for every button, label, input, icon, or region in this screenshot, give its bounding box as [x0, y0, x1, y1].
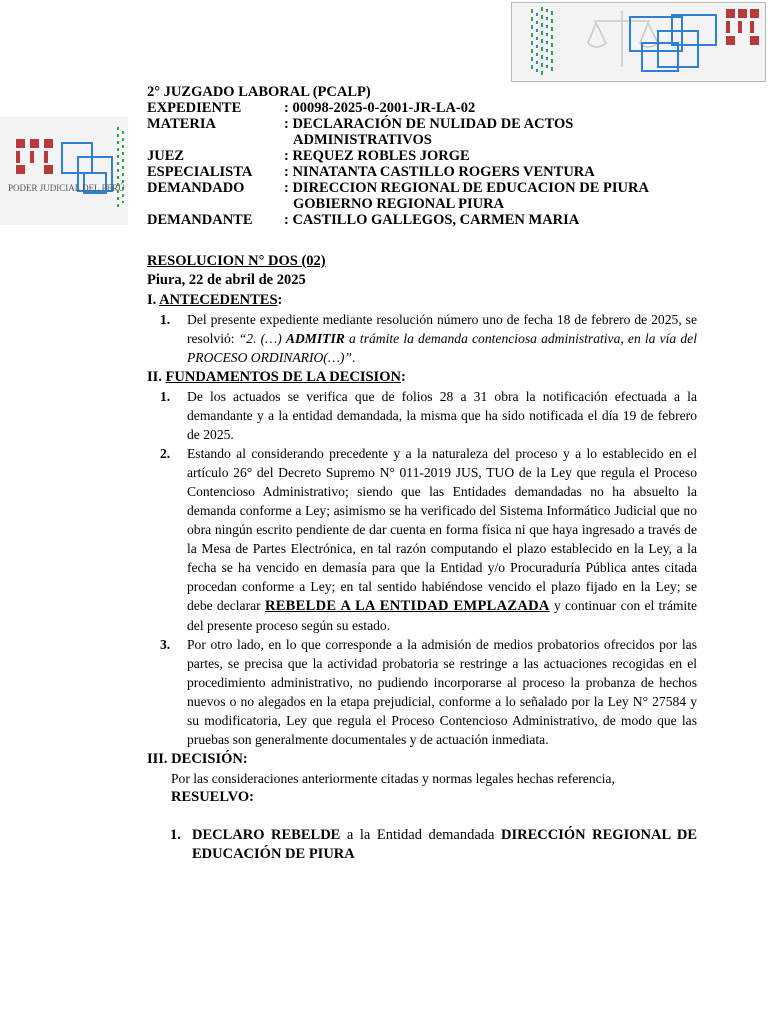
item-number: 2. — [160, 446, 171, 461]
court-name: 2° JUZGADO LABORAL (PCALP) — [147, 84, 371, 100]
fundamentos-list — [147, 387, 697, 749]
header-row-especialista — [147, 164, 737, 180]
case-header — [147, 84, 737, 228]
header-label: EXPEDIENTE — [147, 100, 242, 116]
header-value-line1: : DIRECCION REGIONAL DE EDUCACION DE PIURA — [284, 180, 649, 196]
item-number: 1. — [170, 827, 181, 843]
header-row-materia — [147, 116, 737, 148]
section-decision-heading: III. DECISIÓN: — [147, 751, 248, 767]
list-item — [147, 444, 697, 635]
rebelde-emphasis: REBELDE A LA ENTIDAD EMPLAZADA — [264, 598, 550, 614]
header-value-line2: ADMINISTRATIVOS — [293, 132, 432, 148]
resolution-body — [147, 252, 697, 864]
section-title: ANTECEDENTES — [159, 292, 278, 308]
judicial-emblem-icon — [512, 3, 766, 82]
antecedentes-list — [147, 310, 697, 367]
poder-judicial-logo-left — [0, 117, 128, 225]
item-text-part: Del presente expediente mediante resolución número uno de fecha 18 de febrero de 2025, se resolvió: — [187, 312, 697, 346]
header-label: DEMANDADO — [147, 180, 245, 196]
resolution-title: RESOLUCION N° DOS (02) — [147, 253, 326, 269]
emblem-caption: PODER JUDICIAL DEL PERÚ — [8, 183, 125, 193]
item-text-part: Estando al considerando precedente y a la naturaleza del proceso y a lo establecido en el artículo 26° del Decreto Supremo N° 011-2019 JUS, TUO de la Ley que regula el Proceso Contencioso Administrativo; siendo que las Entidades demandadas no ha absuelto la demanda conforme a Ley; asimismo se ha verificado del Sistema Informático Judicial que no obra ningún escrito pendiente de dar cuenta en forma física ni que haya ingresado a través de la Mesa de Partes Electrónica, en tal razón computando el plazo establecido en la Ley, a la fecha se ha vencido en demasía para que la Entidad y/o Procuraduría Pública antes citada procedan conforme a Ley; en tal sentido habiéndose vencido el plazo fijado en la Ley; se debe declarar — [187, 446, 697, 613]
header-label: ESPECIALISTA — [147, 164, 253, 180]
resolution-date: Piura, 22 de abril de 2025 — [147, 272, 306, 288]
section-colon: : — [277, 292, 283, 308]
header-value: : CASTILLO GALLEGOS, CARMEN MARIA — [284, 212, 580, 228]
header-value-line2: GOBIERNO REGIONAL PIURA — [293, 196, 505, 212]
judicial-emblem-icon — [0, 117, 128, 225]
section-title: FUNDAMENTOS DE LA DECISION — [165, 369, 401, 385]
section-fundamentos-heading — [147, 368, 697, 387]
item-number: 1. — [160, 389, 171, 404]
header-value: : 00098-2025-0-2001-JR-LA-02 — [284, 100, 476, 116]
decision-intro: Por las consideraciones anteriormente citadas y normas legales hechas referencia, — [171, 771, 615, 786]
list-item — [147, 310, 697, 367]
item-text-part: y continuar con el trámite del presente proceso según su estado. — [187, 598, 698, 633]
decision-item — [147, 826, 697, 864]
list-item — [147, 387, 697, 444]
list-item — [147, 635, 697, 749]
header-value: : NINATANTA CASTILLO ROGERS VENTURA — [284, 164, 595, 180]
header-value — [284, 180, 737, 212]
quote-open: “2. (…) — [238, 331, 286, 346]
quote-rest: a trámite la demanda contenciosa administrativa, en la vía del PROCESO ORDINARIO(…)” — [187, 331, 697, 365]
item-text-part: a la Entidad demandada — [340, 827, 502, 843]
section-antecedentes-heading — [147, 291, 697, 310]
section-prefix: II. — [147, 369, 166, 385]
header-row-demandado — [147, 180, 737, 212]
section-prefix: I. — [147, 292, 160, 308]
header-label: DEMANDANTE — [147, 212, 253, 228]
item-text — [192, 826, 697, 864]
header-label: MATERIA — [147, 116, 217, 132]
header-row-demandante — [147, 212, 737, 228]
item-text: De los actuados se verifica que de folios 28 a 31 obra la notificación efectuada a la demandante y a la entidad demandada, la misma que ha sido notificada el día 19 de febrero de 2025. — [187, 389, 697, 442]
item-number: 3. — [160, 637, 171, 652]
item-number: 1. — [160, 312, 171, 327]
quote-emphasis: ADMITIR — [285, 331, 345, 346]
resuelvo-label: RESUELVO: — [171, 789, 254, 805]
header-label: JUEZ — [147, 148, 185, 164]
item-text: Por otro lado, en lo que corresponde a la admisión de medios probatorios ofrecidos por las partes, se precisa que la actividad probatoria se restringe a las actuaciones recogidas en el procedimiento administrativo, no pudiendo incorporarse al proceso la probanza de hechos nuevos o no alegados en la etapa prejudicial, conforme a lo señalado por la Ley N° 27584 y su modificatoria, Ley que regula el Proceso Contencioso Administrativo, de modo que las pruebas son generalmente documentales y de actuación inmediata. — [187, 637, 697, 747]
header-row-juez — [147, 148, 737, 164]
poder-judicial-logo-top — [511, 2, 766, 82]
item-end: . — [352, 350, 356, 365]
decision-entity: DIRECCIÓN REGIONAL DE EDUCACIÓN DE PIURA — [192, 827, 697, 862]
header-value-line1: : DECLARACIÓN DE NULIDAD DE ACTOS — [284, 116, 574, 132]
decision-emphasis: DECLARO REBELDE — [192, 827, 341, 843]
header-value — [284, 116, 737, 148]
item-text — [187, 310, 697, 367]
header-value: : REQUEZ ROBLES JORGE — [284, 148, 470, 164]
header-row-expediente — [147, 100, 737, 116]
section-colon: : — [400, 369, 406, 385]
item-text — [187, 444, 697, 635]
